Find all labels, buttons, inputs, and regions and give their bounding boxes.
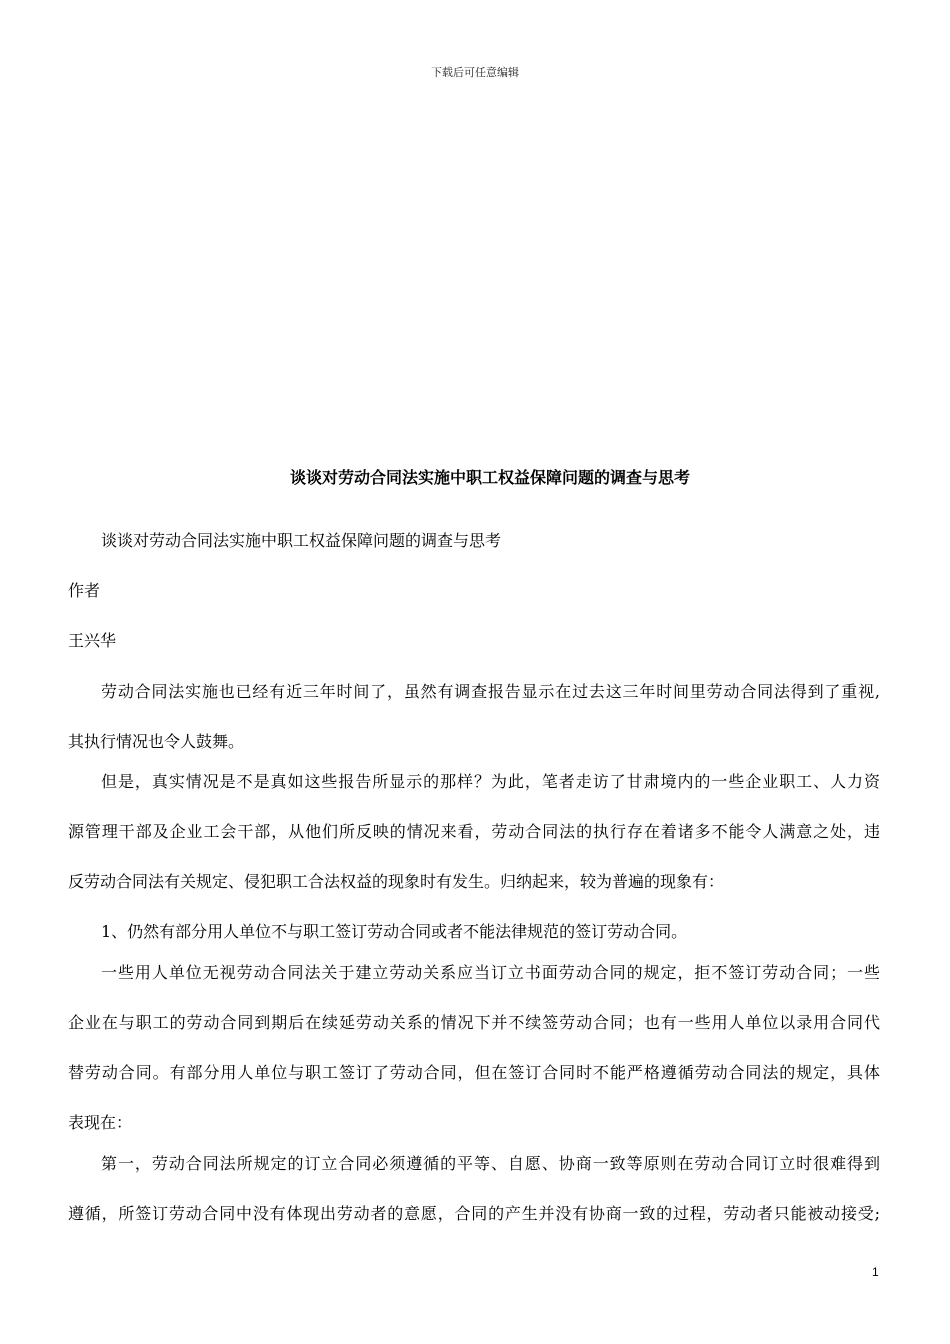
paragraph-2-line-2: 源管理干部及企业工会干部，从他们所反映的情况来看，劳动合同法的执行存在着诸多不能令人满意之处，违 bbox=[68, 822, 880, 841]
paragraph-4-line-2: 企业在与职工的劳动合同到期后在续延劳动关系的情况下并不续签劳动合同；也有一些用人单位以录用合同代 bbox=[68, 1013, 880, 1032]
paragraph-4-line-1: 一些用人单位无视劳动合同法关于建立劳动关系应当订立书面劳动合同的规定，拒不签订劳动合同；一些 bbox=[101, 963, 880, 982]
document-title: 谈谈对劳动合同法实施中职工权益保障问题的调查与思考 bbox=[289, 468, 690, 487]
author-label: 作者 bbox=[68, 581, 101, 600]
author-name: 王兴华 bbox=[68, 631, 117, 650]
paragraph-2-line-1: 但是，真实情况是不是真如这些报告所显示的那样？为此，笔者走访了甘肃境内的一些企业职工、人力资 bbox=[101, 772, 880, 791]
page-header: 下载后可任意编辑 bbox=[431, 66, 519, 79]
paragraph-5-line-2: 遵循，所签订劳动合同中没有体现出劳动者的意愿，合同的产生并没有协商一致的过程，劳动者只能被动接受; bbox=[68, 1204, 880, 1223]
paragraph-1-line-2: 其执行情况也令人鼓舞。 bbox=[68, 732, 245, 751]
subtitle-line: 谈谈对劳动合同法实施中职工权益保障问题的调查与思考 bbox=[101, 531, 502, 550]
paragraph-3-line-1: 1、仍然有部分用人单位不与职工签订劳动合同或者不能法律规范的签订劳动合同。 bbox=[101, 922, 688, 941]
paragraph-5-line-1: 第一，劳动合同法所规定的订立合同必须遵循的平等、自愿、协商一致等原则在劳动合同订立时很难得到 bbox=[101, 1154, 880, 1173]
page-number: 1 bbox=[872, 1265, 879, 1279]
paragraph-1-line-1: 劳动合同法实施也已经有近三年时间了，虽然有调查报告显示在过去这三年时间里劳动合同法得到了重视, bbox=[101, 682, 880, 701]
paragraph-4-line-3: 替劳动合同。有部分用人单位与职工签订了劳动合同，但在签订合同时不能严格遵循劳动合同法的规定，具体 bbox=[68, 1063, 880, 1082]
paragraph-4-line-4: 表现在： bbox=[68, 1113, 133, 1132]
paragraph-2-line-3: 反劳动合同法有关规定、侵犯职工合法权益的现象时有发生。归纳起来，较为普遍的现象有： bbox=[68, 872, 725, 891]
